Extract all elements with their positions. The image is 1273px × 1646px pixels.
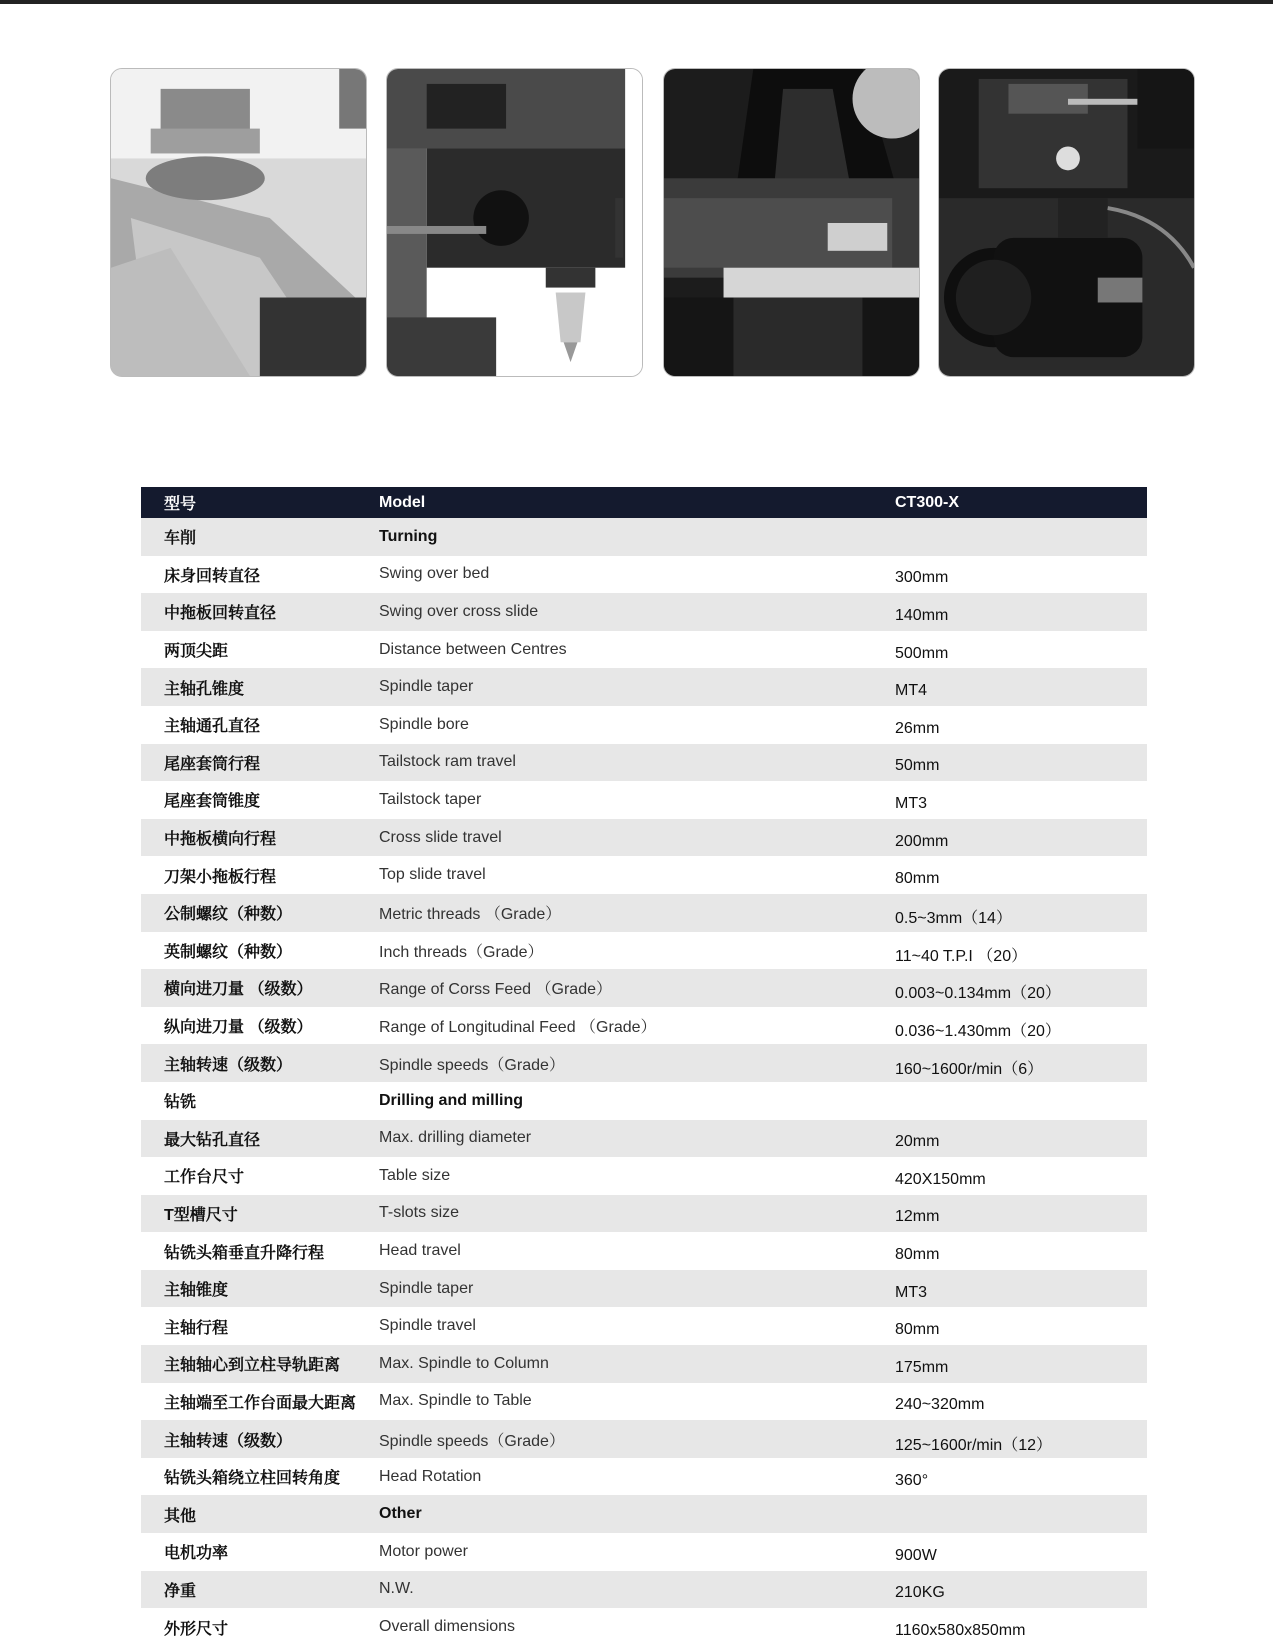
row-label-en: Spindle bore	[379, 715, 469, 733]
row-label-cn: 主轴通孔直径	[164, 718, 261, 736]
section-title-cn: 车削	[164, 530, 197, 548]
row-label-cn: 主轴锥度	[164, 1282, 229, 1300]
table-row	[141, 1195, 1147, 1233]
row-value: MT3	[895, 794, 927, 812]
table-row	[141, 1571, 1147, 1609]
row-label-cn: 主轴轴心到立柱导轨距离	[164, 1357, 341, 1375]
row-label-cn: 中拖板回转直径	[164, 605, 277, 623]
row-value: 0.5~3mm（14）	[895, 910, 1012, 928]
row-label-cn: 英制螺纹（种数）	[164, 943, 293, 961]
row-value: 50mm	[895, 757, 940, 775]
section-row	[141, 518, 1147, 556]
row-label-en: Spindle taper	[379, 678, 474, 696]
table-row	[141, 1608, 1147, 1646]
table-row	[141, 1458, 1147, 1496]
row-value: 80mm	[895, 870, 940, 888]
header-en: Model	[379, 493, 426, 511]
row-value: 175mm	[895, 1358, 949, 1376]
table-row	[141, 856, 1147, 894]
row-label-en: Range of Corss Feed （Grade）	[379, 981, 612, 999]
table-row	[141, 631, 1147, 669]
row-value: 80mm	[895, 1321, 940, 1339]
row-value: 1160x580x850mm	[895, 1622, 1026, 1640]
specification-table	[141, 487, 1147, 1646]
lathe-compound-slide-photo	[110, 68, 367, 377]
section-title-value	[895, 518, 1147, 556]
table-row	[141, 1232, 1147, 1270]
motor-gearbox-photo	[938, 68, 1195, 377]
header-model-value: CT300-X	[895, 493, 960, 511]
table-row	[141, 1044, 1147, 1082]
row-value: 26mm	[895, 719, 940, 737]
row-label-en: Spindle taper	[379, 1279, 474, 1297]
section-title-value	[895, 1082, 1147, 1120]
row-label-en: Max. drilling diameter	[379, 1129, 532, 1147]
row-value: 0.036~1.430mm（20）	[895, 1023, 1061, 1041]
table-row	[141, 1307, 1147, 1345]
row-label-en: Spindle speeds（Grade）	[379, 1056, 565, 1074]
table-row	[141, 1007, 1147, 1045]
row-value: 240~320mm	[895, 1396, 985, 1414]
row-value: 210KG	[895, 1584, 945, 1602]
table-row	[141, 593, 1147, 631]
row-label-cn: 中拖板横向行程	[164, 831, 277, 849]
row-label-en: Spindle speeds（Grade）	[379, 1432, 565, 1450]
row-label-en: Overall dimensions	[379, 1618, 516, 1636]
row-label-en: Head travel	[379, 1242, 461, 1260]
row-label-cn: 净重	[164, 1582, 197, 1600]
tailstock-photo	[663, 68, 920, 377]
row-label-cn: 刀架小拖板行程	[164, 868, 277, 886]
row-label-cn: 床身回转直径	[164, 567, 261, 585]
row-label-en: Metric threads （Grade）	[379, 906, 562, 924]
row-label-cn: 钻铣头箱绕立柱回转角度	[164, 1470, 341, 1488]
row-label-en: Top slide travel	[379, 866, 486, 884]
table-row	[141, 932, 1147, 970]
row-label-en: Max. Spindle to Column	[379, 1354, 549, 1372]
table-row	[141, 819, 1147, 857]
row-label-en: Cross slide travel	[379, 828, 502, 846]
row-label-en: Distance between Centres	[379, 640, 567, 658]
row-label-cn: 纵向进刀量 （级数）	[164, 1019, 313, 1037]
row-value: 140mm	[895, 606, 949, 624]
table-row	[141, 781, 1147, 819]
row-value: 0.003~0.134mm（20）	[895, 985, 1061, 1003]
row-label-en: Tailstock ram travel	[379, 753, 516, 771]
table-row	[141, 706, 1147, 744]
row-value: 420X150mm	[895, 1170, 986, 1188]
row-label-cn: 钻铣头箱垂直升降行程	[164, 1244, 325, 1262]
row-label-cn: 最大钻孔直径	[164, 1131, 261, 1149]
row-value: MT4	[895, 682, 927, 700]
row-label-cn: 工作台尺寸	[164, 1169, 245, 1187]
table-row	[141, 668, 1147, 706]
row-label-en: Swing over cross slide	[379, 602, 539, 620]
table-row	[141, 1345, 1147, 1383]
table-header-row	[141, 487, 1147, 518]
section-title-cn: 钻铣	[164, 1094, 197, 1112]
row-value: 80mm	[895, 1246, 940, 1264]
row-value: MT3	[895, 1283, 927, 1301]
top-border	[0, 0, 1273, 4]
row-label-en: Max. Spindle to Table	[379, 1392, 532, 1410]
row-label-cn: 外形尺寸	[164, 1620, 229, 1638]
table-row	[141, 894, 1147, 932]
table-row	[141, 1120, 1147, 1158]
row-label-cn: 电机功率	[164, 1545, 229, 1563]
row-value: 200mm	[895, 832, 949, 850]
row-label-en: Head Rotation	[379, 1467, 482, 1485]
row-label-cn: 主轴转速（级数）	[164, 1056, 293, 1074]
table-row	[141, 1157, 1147, 1195]
row-label-en: T-slots size	[379, 1204, 460, 1222]
row-label-cn: 尾座套筒行程	[164, 755, 261, 773]
row-label-en: Spindle travel	[379, 1317, 476, 1335]
row-value: 20mm	[895, 1133, 940, 1151]
row-label-cn: 主轴转速（级数）	[164, 1432, 293, 1450]
section-title-en: Other	[379, 1505, 422, 1523]
section-title-cn: 其他	[164, 1507, 197, 1525]
row-label-en: N.W.	[379, 1580, 414, 1598]
row-label-en: Swing over bed	[379, 565, 490, 583]
drill-chuck-head-photo	[386, 68, 643, 377]
table-row	[141, 744, 1147, 782]
row-label-cn: 公制螺纹（种数）	[164, 906, 293, 924]
table-row	[141, 556, 1147, 594]
product-photo-gallery	[110, 68, 1198, 378]
table-row	[141, 1533, 1147, 1571]
row-value: 360°	[895, 1471, 929, 1489]
row-label-cn: 主轴端至工作台面最大距离	[164, 1394, 357, 1412]
row-label-cn: 两顶尖距	[164, 643, 229, 661]
row-label-cn: T型槽尺寸	[164, 1206, 238, 1224]
row-label-en: Table size	[379, 1166, 451, 1184]
row-value: 12mm	[895, 1208, 940, 1226]
row-value: 900W	[895, 1546, 937, 1564]
row-label-en: Tailstock taper	[379, 790, 482, 808]
row-label-en: Inch threads（Grade）	[379, 943, 544, 961]
row-label-cn: 主轴行程	[164, 1319, 229, 1337]
section-row	[141, 1495, 1147, 1533]
row-label-cn: 横向进刀量 （级数）	[164, 981, 313, 999]
row-label-cn: 主轴孔锥度	[164, 680, 245, 698]
section-title-en: Turning	[379, 527, 438, 545]
section-title-en: Drilling and milling	[379, 1091, 523, 1109]
row-value: 160~1600r/min（6）	[895, 1060, 1044, 1078]
row-label-en: Range of Longitudinal Feed （Grade）	[379, 1019, 657, 1037]
row-value: 500mm	[895, 644, 949, 662]
row-label-en: Motor power	[379, 1542, 468, 1560]
row-value: 125~1600r/min（12）	[895, 1436, 1052, 1454]
section-title-value	[895, 1495, 1147, 1533]
section-row	[141, 1082, 1147, 1120]
row-value: 11~40 T.P.I （20）	[895, 947, 1028, 965]
header-cn: 型号	[164, 496, 197, 513]
table-row	[141, 1270, 1147, 1308]
row-label-cn: 尾座套筒锥度	[164, 793, 261, 811]
row-value: 300mm	[895, 569, 949, 587]
table-row	[141, 1383, 1147, 1421]
table-row	[141, 969, 1147, 1007]
table-row	[141, 1420, 1147, 1458]
